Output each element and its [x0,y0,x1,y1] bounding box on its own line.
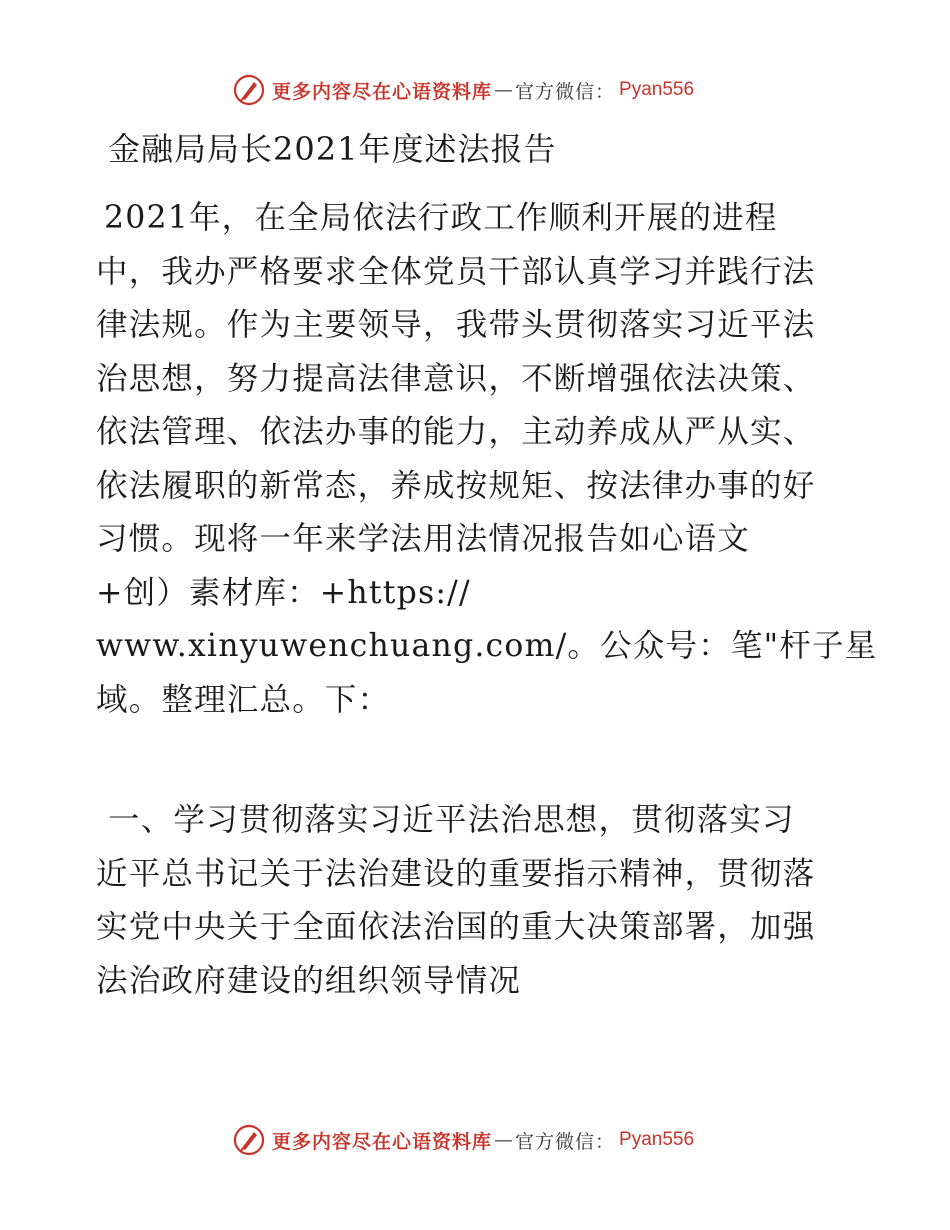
watermark-brand: 更多内容尽在心语资料库 [272,1130,493,1153]
paragraph-line: 治思想，努力提高法律意识，不断增强依法决策、 [96,360,816,397]
watermark-official-label: 官方微信： [515,1130,616,1153]
quill-pen-icon [232,1123,266,1157]
watermark-handle: Pyan556 [619,1129,695,1150]
paragraph-line: 域。整理汇总。下： [96,681,391,718]
header-watermark [232,72,694,108]
watermark-separator: — [494,79,514,101]
paragraph-line: 律法规。作为主要领导，我带头贯彻落实习近平法 [96,307,816,343]
paragraph-line: 法治政府建设的组织领导情况 [96,962,522,999]
paragraph-line: www.xinyuwenchuang.com/。公众号：笔"杆子星 [96,628,878,664]
section-heading-line: 一、学习贯彻落实习近平法治思想，贯彻落实习 [108,802,795,838]
paragraph-line: +创）素材库：+https:// [96,574,471,611]
paragraph-line: 中，我办严格要求全体党员干部认真学习并践行法 [96,253,816,290]
watermark-official-label: 官方微信： [515,80,616,103]
paragraph-line: 习惯。现将一年来学法用法情况报告如心语文 [96,521,751,557]
footer-watermark [232,1122,694,1158]
paragraph-line: 依法履职的新常态，养成按规矩、按法律办事的好 [96,467,816,504]
paragraph-section-one [96,794,856,1008]
paragraph-line: 依法管理、依法办事的能力，主动养成从严从实、 [96,414,816,450]
quill-pen-icon [232,73,266,107]
watermark-brand: 更多内容尽在心语资料库 [272,80,493,103]
paragraph-line: 近平总书记关于法治建设的重要指示精神，贯彻落 [96,855,816,892]
watermark-handle: Pyan556 [619,79,695,100]
paragraph-intro [96,192,878,727]
watermark-separator: — [494,1129,514,1151]
paragraph-line: 实党中央关于全面依法治国的重大决策部署，加强 [96,909,816,945]
document-title: 金融局局长2021年度述法报告 [108,130,557,168]
paragraph-line: 2021年，在全局依法行政工作顺利开展的进程 [104,200,778,236]
